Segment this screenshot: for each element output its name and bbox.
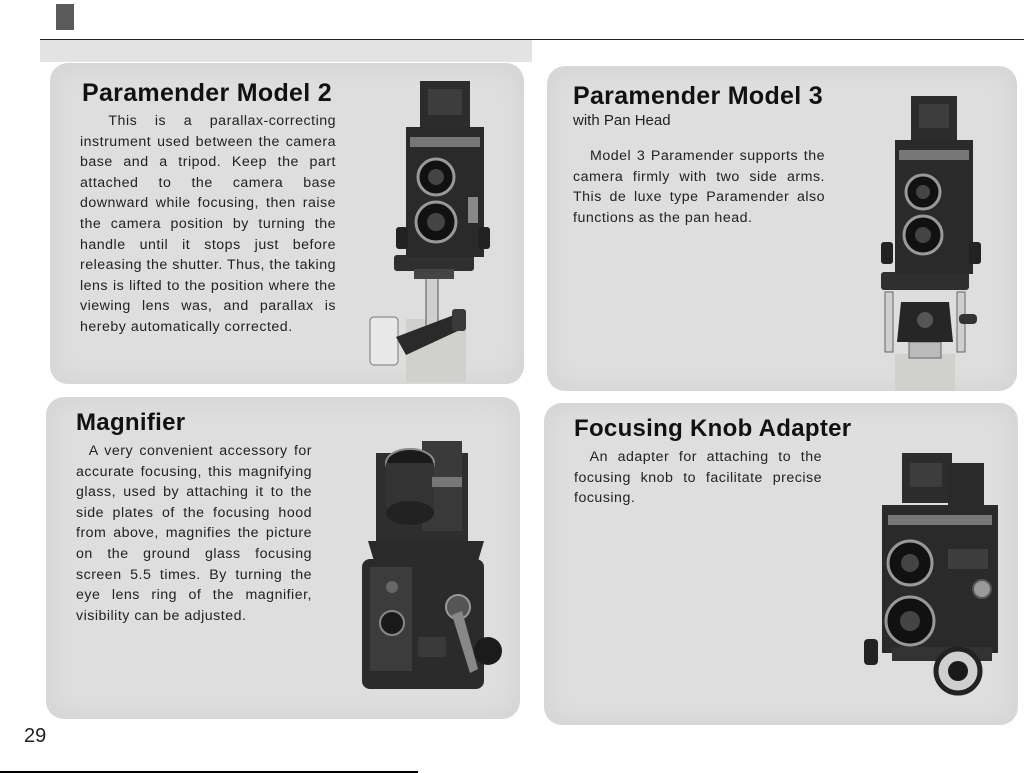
section-body: This is a parallax-correcting instrument used between the camera base and a tripod. Keep the part attached to the camera base downward while focusing, then raise the camera position by turning the handle until it stops just before releasing the shutter. Thus, the taking lens is lifted to the position where the viewing lens was, and parallax is hereby automatically corrected. [80, 113, 336, 335]
section-title: Paramender Model 2 [82, 79, 332, 107]
section-marker [56, 4, 74, 30]
section-body: Model 3 Paramender supports the camera firmly with two side arms. This de luxe type Paramender also functions as the pan head. [573, 148, 825, 226]
magnifier-on-camera-photo [358, 437, 508, 697]
section-title: Magnifier [76, 409, 186, 436]
camera-with-focusing-knob-adapter-photo [862, 449, 1012, 699]
focusing-knob-adapter-card [544, 403, 1018, 725]
section-title: Paramender Model 3 [573, 82, 823, 110]
section-subtitle: with Pan Head [573, 112, 671, 129]
page-number: 29 [24, 725, 47, 747]
section-body: A very convenient accessory for accurate focusing, this magnifying glass, used by attaching it to the side plates of the focusing hood from above, magnifies the picture on the ground glass focusing screen 5.5 times. By turning the eye lens ring of the magnifier, visibility can be adjusted. [76, 443, 312, 624]
section-body: An adapter for attaching to the focusing knob to facilitate precise focusing. [574, 449, 822, 507]
magnifier-card [46, 397, 520, 719]
header-band [40, 40, 532, 62]
paramender-model-3-card [547, 66, 1017, 391]
paramender-model-2-card [50, 63, 524, 384]
camera-on-paramender-3-photo [865, 92, 1005, 391]
section-title: Focusing Knob Adapter [574, 415, 852, 442]
camera-on-paramender-2-photo [366, 77, 516, 382]
